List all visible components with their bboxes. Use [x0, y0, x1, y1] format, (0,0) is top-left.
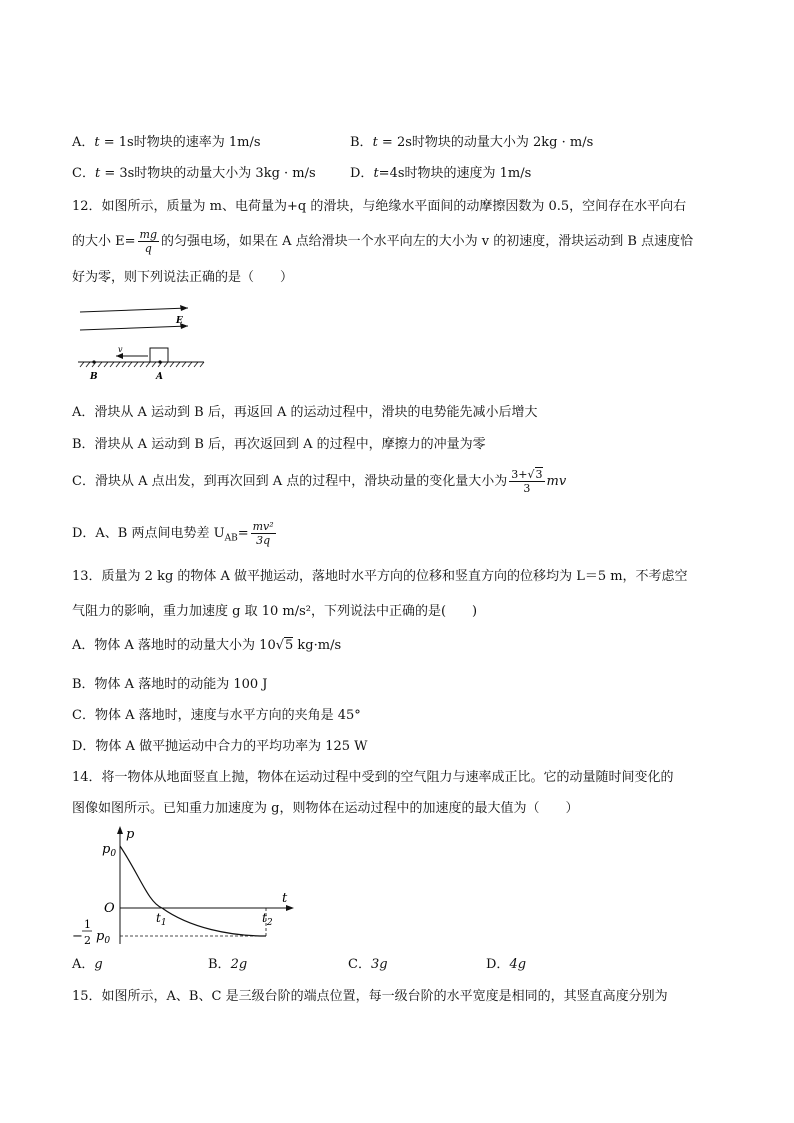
q11-option-b: B．t = 2s时物块的动量大小为 2kg · m/s [350, 135, 594, 150]
point-a-label: A [156, 372, 163, 382]
q13-stem-line1: 13．质量为 2 kg 的物体 A 做平抛运动，落地时水平方向的位移和竖直方向的位移均为 L＝5 m，不考虑空 [72, 569, 688, 584]
neg-p0-label: $p_0$ [96, 929, 111, 946]
q12-figure [76, 300, 206, 386]
q13-option-b: B．物体 A 落地时的动能为 100 J [72, 677, 268, 692]
q11-option-c: C．t = 3s时物块的动量大小为 3kg · m/s [72, 166, 316, 181]
q12-stem-line2: 的大小 E= $\frac{mg}{q}$ 的匀强电场，如果在 A 点给滑块一个水平向左的大小为 v 的初速度，滑块运动到 B 点速度恰 [72, 228, 694, 255]
velocity-label: v [118, 345, 123, 354]
momentum-curve [120, 846, 266, 936]
q14-momentum-graph [70, 824, 300, 952]
field-fraction: $\frac{mg}{q}$ [139, 228, 157, 255]
q12-option-d: D．A、B 两点间电势差 $U_{AB}=$ $\frac{\text{mv²}}{3q}$ [72, 520, 274, 547]
p0-label: $p_0$ [102, 842, 117, 859]
q13-option-d: D．物体 A 做平抛运动中合力的平均功率为 125 W [72, 739, 368, 754]
t1-label: $t_1$ [156, 911, 167, 928]
q12-option-c: C．滑块从 A 点出发，到再次回到 A 点的过程中，滑块动量的变化量大小为 $\frac{3+√3}{3}$ mv [72, 468, 567, 495]
q14-option-a: A．g [72, 957, 103, 972]
origin-label: O [104, 901, 115, 916]
q14-option-b: B．2g [208, 957, 248, 972]
q13-option-a: A．物体 A 落地时的动量大小为 10√5 kg·m/s [72, 638, 342, 653]
field-label-e: E [176, 316, 183, 326]
q12-option-b: B．滑块从 A 运动到 B 后，再次返回到 A 的过程中，摩擦力的冲量为零 [72, 437, 486, 452]
t2-label: $t_2$ [262, 911, 273, 928]
q11-option-a: A．t = 1s时物块的速率为 1m/s [72, 135, 261, 150]
q13-option-c: C．物体 A 落地时，速度与水平方向的夹角是 45° [72, 708, 361, 723]
half-numerator: 1 [84, 918, 91, 931]
q11-option-d: D．t=4s时物块的速度为 1m/s [350, 166, 532, 181]
q13-stem-line2: 气阻力的影响，重力加速度 g 取 10 m/s²，下列说法中正确的是( ) [72, 604, 478, 619]
q12-stem-line3: 好为零，则下列说法正确的是（ ） [72, 270, 294, 285]
axis-label-t: t [282, 891, 288, 906]
point-b-label: B [90, 372, 98, 382]
momentum-fraction: $\frac{3+√3}{3}$ [511, 468, 543, 495]
voltage-fraction: $\frac{\text{mv²}}{3q}$ [252, 520, 274, 547]
q14-option-c: C．3g [348, 957, 388, 972]
negative-sign: − [72, 929, 83, 944]
axis-label-p: p [126, 827, 135, 842]
q14-stem-line1: 14．将一物体从地面竖直上抛，物体在运动过程中受到的空气阻力与速率成正比。它的动量随时间变化的 [72, 770, 674, 785]
q12-stem-line1: 12．如图所示，质量为 m、电荷量为+q 的滑块，与绝缘水平面间的动摩擦因数为 0.5，空间存在水平向右 [72, 199, 687, 214]
q12-option-a: A．滑块从 A 运动到 B 后，再返回 A 的运动过程中，滑块的电势能先减小后增大 [72, 405, 538, 420]
q15-stem-line1: 15．如图所示，A、B、C 是三级台阶的端点位置，每一级台阶的水平宽度是相同的，其竖直高度分别为 [72, 989, 668, 1004]
half-denominator: 2 [84, 934, 91, 947]
q14-stem-line2: 图像如图所示。已知重力加速度为 g，则物体在运动过程中的加速度的最大值为（ ） [72, 801, 579, 816]
q14-option-d: D．4g [486, 957, 527, 972]
ground-hatching [80, 362, 204, 367]
